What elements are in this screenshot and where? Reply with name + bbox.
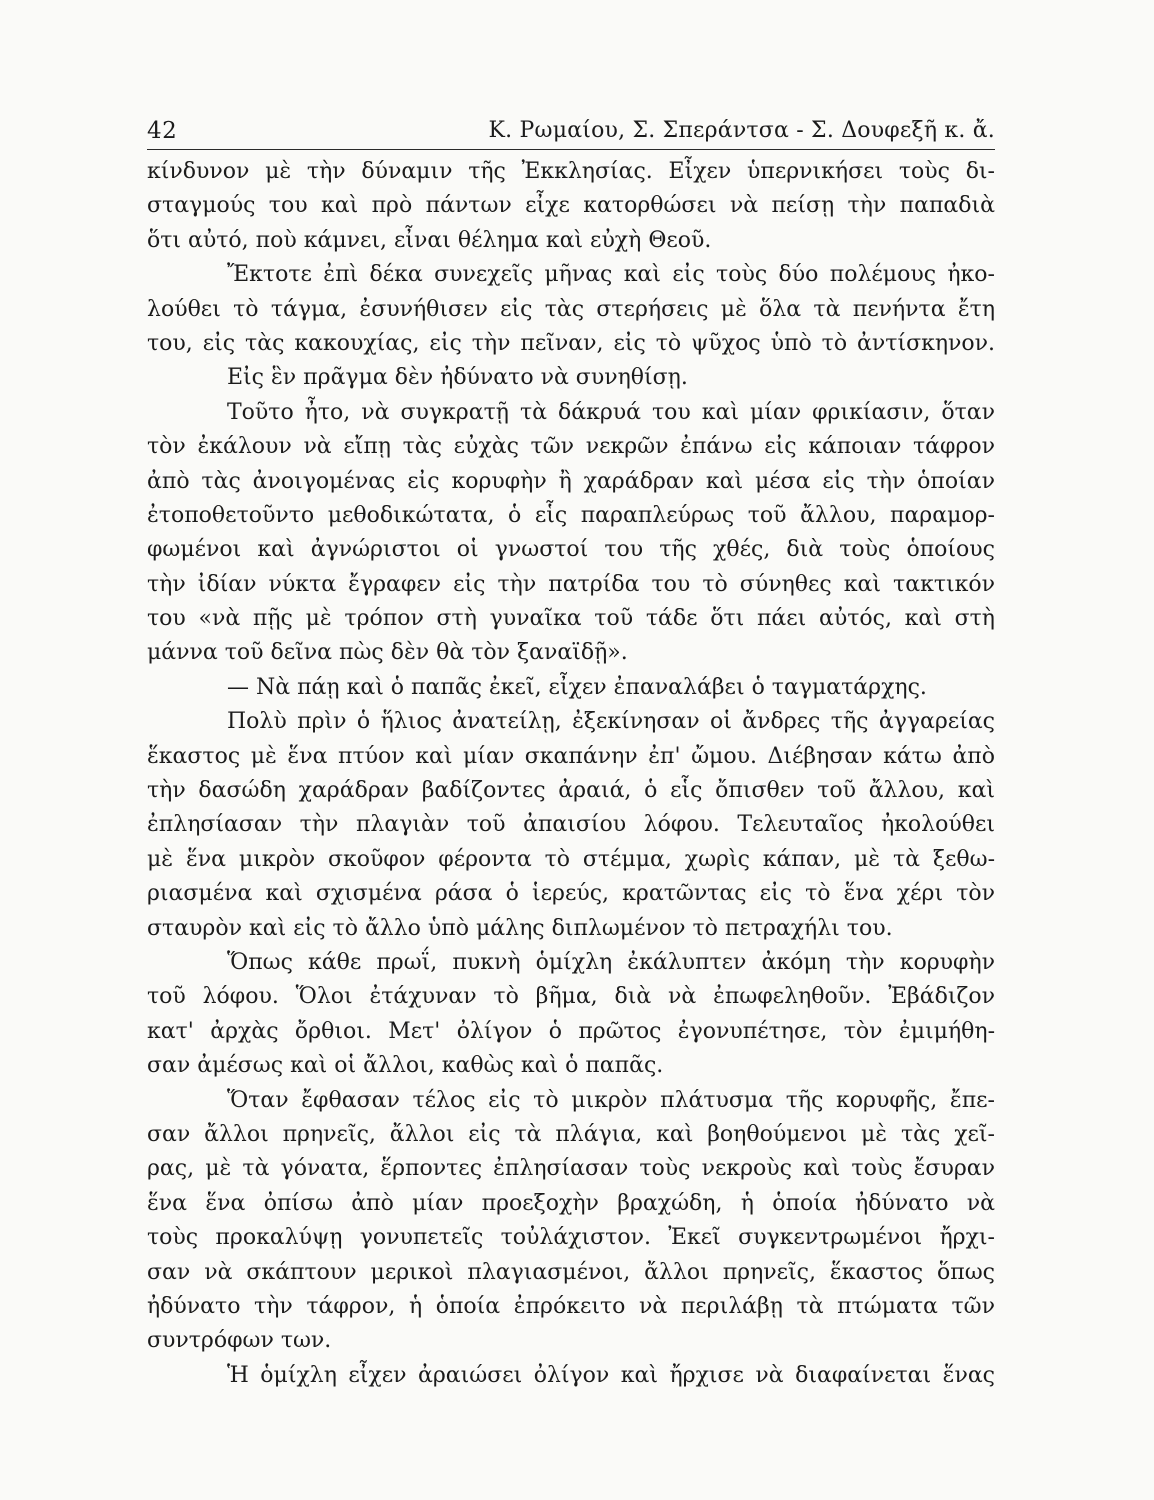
text-line: μάννα τοῦ δεῖνα πὼς δὲν θὰ τὸν ξαναϊδῇ». (147, 640, 628, 666)
text-line: σαν ἀμέσως καὶ οἱ ἄλλοι, καθὼς καὶ ὁ παπᾶς. (147, 1053, 664, 1079)
body-text (147, 155, 995, 1393)
text-line: σταυρὸν καὶ εἰς τὸ ἄλλο ὑπὸ μάλης διπλωμένον τὸ πετραχήλι του. (147, 915, 893, 941)
text-line: σαν ἄλλοι πρηνεῖς, ἄλλοι εἰς τὰ πλάγια, καὶ βοηθούμενοι μὲ τὰς χεῖ- (147, 1121, 995, 1147)
text-line: Τοῦτο ἦτο, νὰ συγκρατῇ τὰ δάκρυά του καὶ μίαν φρικίασιν, ὅταν (227, 399, 995, 425)
text-line: του «νὰ πῇς μὲ τρόπον στὴ γυναῖκα τοῦ τάδε ὅτι πάει αὐτός, καὶ στὴ (147, 606, 995, 632)
text-line: ὅτι αὐτό, ποὺ κάμνει, εἶναι θέλημα καὶ εὐχὴ Θεοῦ. (147, 227, 712, 253)
header-rule (147, 149, 995, 150)
text-line: ἕκαστος μὲ ἕνα πτύον καὶ μίαν σκαπάνην ἐπ' ὤμου. Διέβησαν κάτω ἀπὸ (147, 743, 995, 769)
text-line: λούθει τὸ τάγμα, ἐσυνήθισεν εἰς τὰς στερήσεις μὲ ὅλα τὰ πενήντα ἔτη (147, 296, 995, 322)
text-line: ἐπλησίασαν τὴν πλαγιὰν τοῦ ἀπαισίου λόφου. Τελευταῖος ἠκολούθει (147, 812, 995, 838)
text-line: Εἰς ἓν πρᾶγμα δὲν ἠδύνατο νὰ συνηθίσῃ. (227, 365, 688, 391)
text-line: ἐτοποθετοῦντο μεθοδικώτατα, ὁ εἷς παραπλεύρως τοῦ ἄλλου, παραμορ- (147, 502, 995, 528)
running-head: Κ. Ρωμαίου, Σ. Σπεράντσα - Σ. Δουφεξῆ κ. ἄ. (488, 118, 995, 143)
page-header (147, 112, 995, 148)
text-line: τοῦ λόφου. Ὅλοι ἐτάχυναν τὸ βῆμα, διὰ νὰ ἐπωφεληθοῦν. Ἐβάδιζον (147, 984, 995, 1010)
text-line: — Νὰ πάῃ καὶ ὁ παπᾶς ἐκεῖ, εἶχεν ἐπαναλάβει ὁ ταγματάρχης. (227, 674, 927, 700)
text-line: μὲ ἕνα μικρὸν σκοῦφον φέροντα τὸ στέμμα, χωρὶς κάπαν, μὲ τὰ ξεθω- (147, 846, 995, 872)
text-line: ἕνα ἕνα ὀπίσω ἀπὸ μίαν προεξοχὴν βραχώδη, ἡ ὁποία ἠδύνατο νὰ (147, 1190, 995, 1216)
text-line: του, εἰς τὰς κακουχίας, εἰς τὴν πεῖναν, εἰς τὸ ψῦχος ὑπὸ τὸ ἀντίσκηνον. (147, 330, 995, 356)
text-line: Ἔκτοτε ἐπὶ δέκα συνεχεῖς μῆνας καὶ εἰς τοὺς δύο πολέμους ἠκο- (227, 262, 995, 288)
text-line: σαν νὰ σκάπτουν μερικοὶ πλαγιασμένοι, ἄλλοι πρηνεῖς, ἕκαστος ὅπως (147, 1259, 995, 1285)
text-line: τοὺς προκαλύψῃ γονυπετεῖς τοὐλάχιστον. Ἐκεῖ συγκεντρωμένοι ἤρχι- (147, 1225, 995, 1251)
text-line: κατ' ἀρχὰς ὄρθιοι. Μετ' ὀλίγον ὁ πρῶτος ἐγονυπέτησε, τὸν ἐμιμήθη- (147, 1018, 995, 1044)
text-line: σταγμούς του καὶ πρὸ πάντων εἶχε κατορθώσει νὰ πείσῃ τὴν παπαδιὰ (147, 193, 995, 219)
text-line: τὴν δασώδη χαράδραν βαδίζοντες ἀραιά, ὁ εἷς ὄπισθεν τοῦ ἄλλου, καὶ (147, 778, 995, 804)
text-line: Ὅπως κάθε πρωΐ, πυκνὴ ὁμίχλη ἐκάλυπτεν ἀκόμη τὴν κορυφὴν (227, 949, 995, 975)
text-line: τὴν ἰδίαν νύκτα ἔγραφεν εἰς τὴν πατρίδα του τὸ σύνηθες καὶ τακτικόν (147, 571, 995, 597)
text-line: συντρόφων των. (147, 1328, 332, 1354)
text-line: ρας, μὲ τὰ γόνατα, ἕρποντες ἐπλησίασαν τοὺς νεκροὺς καὶ τοὺς ἔσυραν (147, 1156, 995, 1182)
text-line: κίνδυνον μὲ τὴν δύναμιν τῆς Ἐκκλησίας. Εἶχεν ὑπερνικήσει τοὺς δι- (147, 159, 995, 184)
page-number: 42 (147, 118, 178, 144)
text-line: τὸν ἐκάλουν νὰ εἴπῃ τὰς εὐχὰς τῶν νεκρῶν ἐπάνω εἰς κάποιαν τάφρον (147, 434, 995, 460)
text-line: φωμένοι καὶ ἀγνώριστοι οἱ γνωστοί του τῆς χθές, διὰ τοὺς ὁποίους (147, 537, 995, 563)
text-line: Ἡ ὁμίχλη εἶχεν ἀραιώσει ὀλίγον καὶ ἤρχισε νὰ διαφαίνεται ἕνας (227, 1362, 995, 1388)
text-line: ριασμένα καὶ σχισμένα ράσα ὁ ἱερεύς, κρατῶντας εἰς τὸ ἕνα χέρι τὸν (147, 881, 995, 907)
text-line: Πολὺ πρὶν ὁ ἥλιος ἀνατείλῃ, ἐξεκίνησαν οἱ ἄνδρες τῆς ἀγγαρείας (227, 709, 995, 735)
text-line: Ὅταν ἔφθασαν τέλος εἰς τὸ μικρὸν πλάτυσμα τῆς κορυφῆς, ἔπε- (227, 1087, 995, 1113)
text-line: ἠδύνατο τὴν τάφρον, ἡ ὁποία ἐπρόκειτο νὰ περιλάβῃ τὰ πτώματα τῶν (147, 1293, 995, 1319)
text-line: ἀπὸ τὰς ἀνοιγομένας εἰς κορυφὴν ἢ χαράδραν καὶ μέσα εἰς τὴν ὁποίαν (147, 468, 995, 494)
